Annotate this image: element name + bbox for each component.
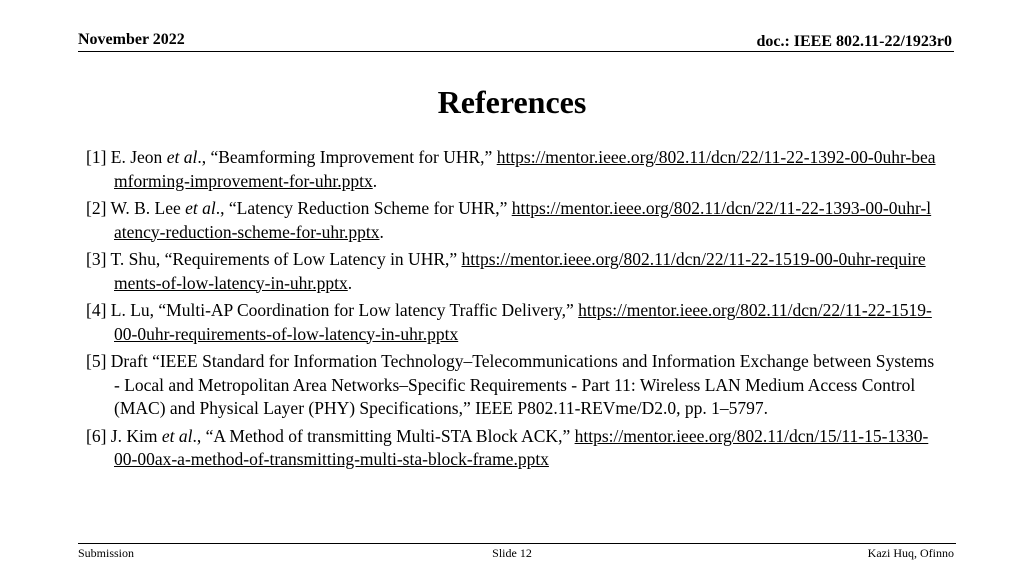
reference-item-1: [1] E. Jeon et al., “Beamforming Improvement for UHR,” https://mentor.ieee.org/802.11/dcn/22/11-22-1392-00-0uhr-beamforming-improvement-for-uhr.pptx.: [86, 147, 936, 191]
reference-item-3: [3] T. Shu, “Requirements of Low Latency in UHR,” https://mentor.ieee.org/802.11/dcn/22/11-22-1519-00-0uhr-requirements-of-low-latency-in-uhr.pptx.: [86, 249, 926, 293]
reference-item-5: [5] Draft “IEEE Standard for Information Technology–Telecommunications and Information Exchange between Systems - Local and Metropolitan Area Networks–Specific Requirements - Part 11: Wireless LAN Medium Access Control (MAC) and Physical Layer (PHY) Specifications,” IEEE P802.11-REVme/D2.0, pp. 1–5797.: [86, 351, 935, 418]
footer-slide-number: Slide 12: [492, 546, 532, 560]
footer-author: Kazi Huq, Ofinno: [867, 546, 954, 560]
reference-link-1[interactable]: https://mentor.ieee.org/802.11/dcn/22/11-22-1392-00-0uhr-beamforming-improvement-for-uhr.pptx: [114, 147, 936, 191]
reference-item-6: [6] J. Kim et al., “A Method of transmitting Multi-STA Block ACK,” https://mentor.ieee.org/802.11/dcn/15/11-15-1330-00-00ax-a-method-of-transmitting-multi-sta-block-frame.pptx: [86, 425, 929, 469]
reference-list: [86, 146, 936, 476]
reference-link-3[interactable]: https://mentor.ieee.org/802.11/dcn/22/11-22-1519-00-0uhr-requirements-of-low-latency-in-uhr.pptx: [114, 249, 926, 293]
header-rule: [78, 51, 954, 52]
header-date: November 2022: [78, 31, 185, 48]
footer-rule: [78, 543, 956, 544]
reference-link-4[interactable]: https://mentor.ieee.org/802.11/dcn/22/11-22-1519-00-0uhr-requirements-of-low-latency-in-uhr.pptx: [114, 300, 932, 344]
reference-link-6[interactable]: https://mentor.ieee.org/802.11/dcn/15/11-15-1330-00-00ax-a-method-of-transmitting-multi-sta-block-frame.pptx: [114, 425, 929, 469]
header-doc-id: doc.: IEEE 802.11-22/1923r0: [756, 33, 952, 50]
reference-item-4: [4] L. Lu, “Multi-AP Coordination for Low latency Traffic Delivery,” https://mentor.ieee.org/802.11/dcn/22/11-22-1519-00-0uhr-requirements-of-low-latency-in-uhr.pptx: [86, 300, 932, 344]
footer-submission: Submission: [78, 546, 135, 560]
page-title: References: [437, 84, 587, 120]
reference-link-2[interactable]: https://mentor.ieee.org/802.11/dcn/22/11-22-1393-00-0uhr-latency-reduction-scheme-for-uhr.pptx: [114, 198, 932, 242]
reference-item-2: [2] W. B. Lee et al., “Latency Reduction Scheme for UHR,” https://mentor.ieee.org/802.11/dcn/22/11-22-1393-00-0uhr-latency-reduction-scheme-for-uhr.pptx.: [86, 198, 932, 242]
